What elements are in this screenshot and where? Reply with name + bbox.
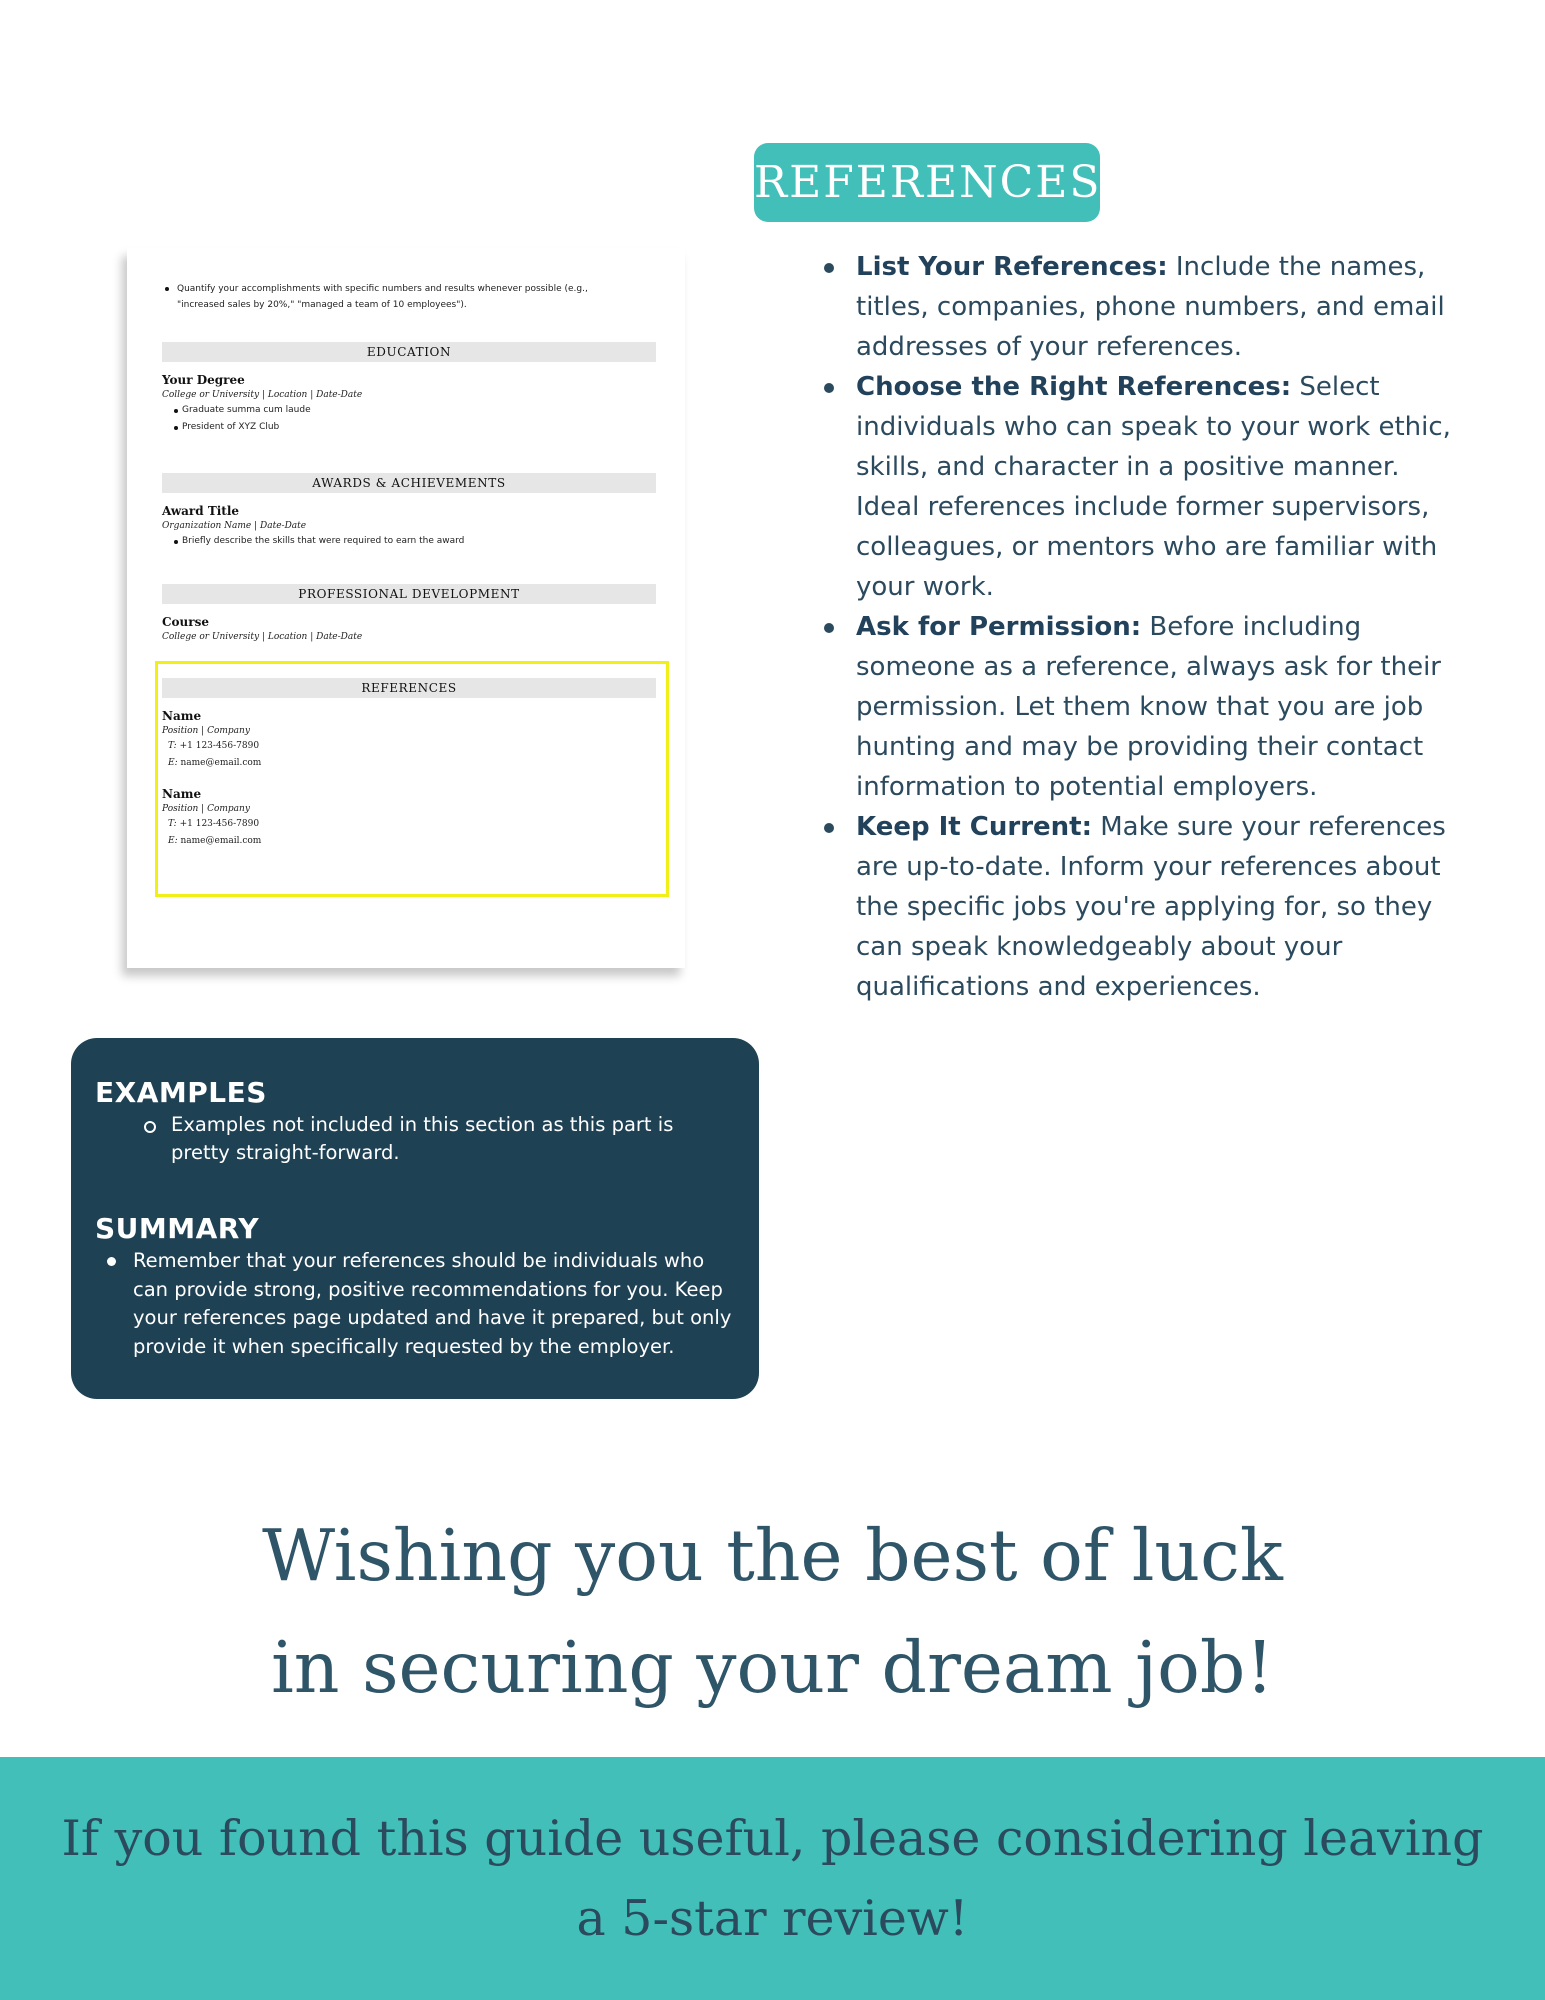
tip-item [820,807,1460,1007]
reference-phone: T: +1 123-456-7890 [168,819,260,829]
tip-text: Select individuals who can speak to your work ethic, skills, and character in a positive manner. Ideal references include former supervisors, colleagues, or mentors who are familiar with your work. [856,372,1451,602]
section-header: AWARDS & ACHIEVEMENTS [162,473,656,493]
tip-heading: Ask for Permission: [856,612,1142,642]
tip-heading: Keep It Current: [856,812,1092,842]
section-header: PROFESSIONAL DEVELOPMENT [162,584,656,604]
reference-email: E: name@email.com [168,758,262,768]
tip-item [820,247,1460,367]
reference-phone: T: +1 123-456-7890 [168,741,260,751]
reference-email: E: name@email.com [168,836,262,846]
examples-text: Examples not included in this section as this part is pretty straight-forward. [171,1111,731,1167]
summary-text: Remember that your references should be individuals who can provide strong, positive recommendations for you. Keep your references page updated and have it prepared, but only provide it when specifically requested by the employer. [133,1247,733,1361]
resume-development-section [162,584,656,644]
reference-position: Position | Company [162,726,250,736]
review-line-1: If you found this guide useful, please considering leaving [61,1810,1484,1867]
entry-subtitle: College or University | Location | Date-Date [162,632,363,642]
resume-preview [127,248,685,968]
reference-position: Position | Company [162,804,250,814]
resume-top-bullet: Quantify your accomplishments with specific numbers and results whenever possible (e.g., "increased sales by 20%," "managed a team of 10 employees"). [177,281,617,313]
entry-subtitle: College or University | Location | Date-Date [162,390,363,400]
tip-text: Include the names, titles, companies, phone numbers, and email addresses of your references. [856,252,1445,362]
section-header: EDUCATION [162,342,656,362]
closing-message [0,1500,1545,1724]
reference-name: Name [162,787,202,801]
tip-heading: Choose the Right References: [856,372,1292,402]
closing-line-1: Wishing you the best of luck [262,1514,1283,1597]
tip-item [820,607,1460,807]
entry-bullet: Graduate summa cum laude [162,402,656,419]
entry-title: Your Degree [162,373,245,387]
entry-title: Course [162,615,209,629]
references-highlight-box [155,661,669,897]
examples-summary-card [71,1038,759,1399]
tip-heading: List Your References: [856,252,1168,282]
reference-name: Name [162,709,202,723]
review-footer [0,1757,1545,2000]
tip-text: Make sure your references are up-to-date. Inform your references about the specific jobs you're applying for, so they can speak knowledgeably about your qualifications and experiences. [856,812,1446,1002]
resume-education-section [162,342,656,436]
examples-heading: EXAMPLES [95,1076,267,1109]
summary-heading: SUMMARY [95,1212,260,1245]
section-header: REFERENCES [162,678,656,698]
review-line-2: a 5-star review! [576,1890,969,1947]
closing-line-2: in securing your dream job! [271,1626,1274,1709]
entry-title: Award Title [162,504,240,518]
references-badge: REFERENCES [754,143,1100,222]
resume-awards-section [162,473,656,550]
entry-subtitle: Organization Name | Date-Date [162,521,307,531]
tip-text: Before including someone as a reference, always ask for their permission. Let them know that you are job hunting and may be providing their contact information to potential employers. [856,612,1441,802]
review-message [0,1799,1545,1959]
entry-bullet: Briefly describe the skills that were required to earn the award [162,533,656,550]
tip-item [820,367,1460,607]
entry-bullet: President of XYZ Club [162,419,656,436]
references-tips-list [820,247,1460,1007]
